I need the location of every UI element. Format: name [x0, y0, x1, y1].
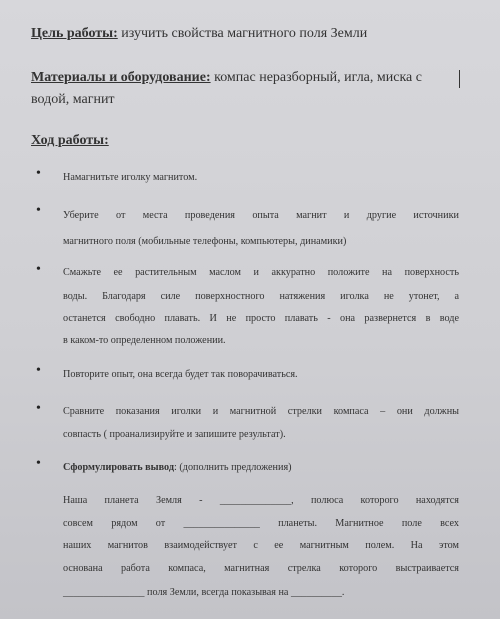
conclusion-line-3: наших магнитов взаимодействует с ее магнитным полем. На этом — [63, 540, 459, 551]
procedure-title: Ход работы: — [31, 133, 109, 148]
conclusion-hint: : (дополнить предложения) — [174, 462, 292, 473]
materials-label: Материалы и оборудование: — [31, 70, 211, 85]
procedure-title-line — [31, 133, 109, 149]
step-2-line-1: Уберите от места проведения опыта магнит и другие источники — [63, 210, 459, 221]
bullet-conclusion: • — [36, 456, 41, 471]
step-2-line-2: магнитного поля (мобильные телефоны, компьютеры, динамики) — [63, 236, 347, 247]
conclusion-line-2: совсем рядом от _______________ планеты. Магнитное поле всех — [63, 518, 459, 529]
goal-label: Цель работы: — [31, 26, 118, 41]
materials-text-2: водой, магнит — [31, 92, 115, 107]
conclusion-label: Сформулировать вывод — [63, 462, 174, 473]
goal-line — [31, 26, 367, 42]
materials-line-2 — [31, 92, 115, 108]
goal-text: изучить свойства магнитного поля Земли — [117, 26, 368, 41]
conclusion-line-5: ________________ поля Земли, всегда показывая на __________. — [63, 587, 345, 598]
bullet-step-5: • — [36, 401, 41, 416]
step-4-line-1: Повторите опыт, она всегда будет так поворачиваться. — [63, 369, 298, 380]
step-1-line-1: Намагнитьте иголку магнитом. — [63, 172, 198, 183]
conclusion-line-4: основана работа компаса, магнитная стрелка которого выстраивается — [63, 563, 459, 574]
bullet-step-1: • — [36, 166, 41, 181]
text-cursor — [459, 70, 460, 88]
step-3-line-3: останется свободно плавать. И не просто плавать - она развернется в воде — [63, 313, 459, 324]
bullet-step-2: • — [36, 203, 41, 218]
bullet-step-4: • — [36, 363, 41, 378]
bullet-step-3: • — [36, 262, 41, 277]
materials-text-1: компас неразборный, игла, миска с — [210, 70, 422, 85]
conclusion-line-1: Наша планета Земля - ______________, полюса которого находятся — [63, 495, 459, 506]
conclusion-heading — [63, 462, 292, 473]
step-3-line-1: Смажьте ее растительным маслом и аккуратно положите на поверхность — [63, 267, 459, 278]
step-3-line-4: в каком-то определенном положении. — [63, 335, 226, 346]
materials-line-1 — [31, 70, 422, 86]
step-5-line-2: совпасть ( проанализируйте и запишите результат). — [63, 429, 286, 440]
step-3-line-2: воды. Благодаря силе поверхностного натяжения иголка не утонет, а — [63, 291, 459, 302]
step-5-line-1: Сравните показания иголки и магнитной стрелки компаса – они должны — [63, 406, 459, 417]
